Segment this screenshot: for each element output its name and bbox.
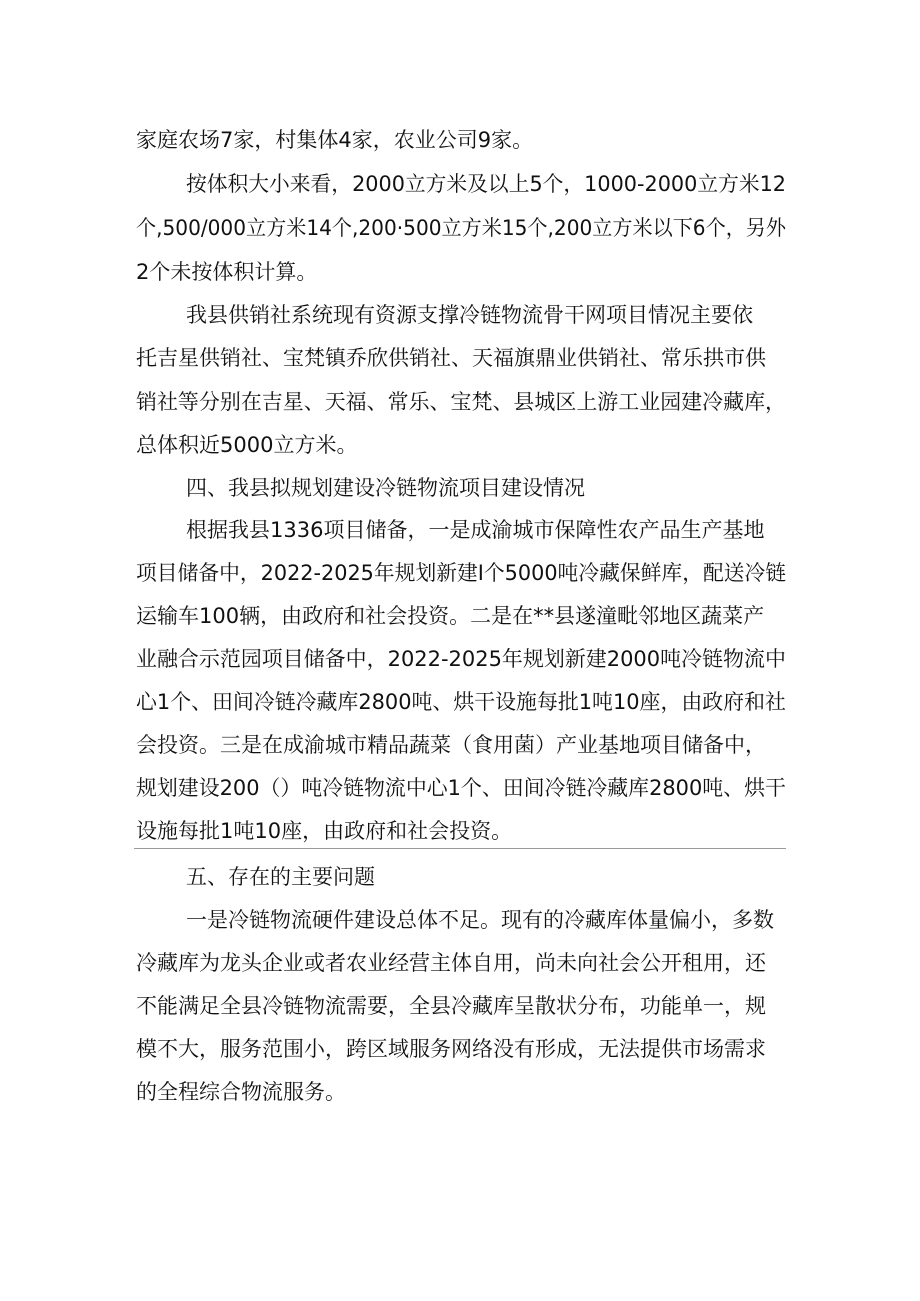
text-line-11: 项目储备中，2022-2025年规划新建I个5000吨冷藏保鲜库，配送冷链 xyxy=(136,561,787,585)
text-line-21: 不能满足全县冷链物流需要，全县冷藏库呈散状分布，功能单一，规 xyxy=(136,994,766,1018)
horizontal-divider xyxy=(134,848,786,849)
section-heading-4: 四、我县拟规划建设冷链物流项目建设情况 xyxy=(186,476,585,500)
text-line-16: 规划建设200（）吨冷链物流中心1个、田间冷链冷藏库2800吨、烘干 xyxy=(136,776,786,800)
text-line-5: 我县供销社系统现有资源支撑冷链物流骨干网项目情况主要依 xyxy=(186,303,753,327)
text-line-14: 心1个、田间冷链冷藏库2800吨、烘干设施每批1吨10座，由政府和社 xyxy=(136,690,786,714)
section-heading-5: 五、存在的主要问题 xyxy=(186,865,375,889)
text-line-20: 冷藏库为龙头企业或者农业经营主体自用，尚未向社会公开租用，还 xyxy=(136,951,766,975)
text-line-8: 总体积近5000立方米。 xyxy=(136,433,358,457)
text-line-4: 2个未按体积计算。 xyxy=(136,260,318,284)
text-line-22: 模不大，服务范围小，跨区域服务网络没有形成，无法提供市场需求 xyxy=(136,1037,766,1061)
text-line-2: 按体积大小来看，2000立方米及以上5个，1000-2000立方米12 xyxy=(186,172,787,196)
text-line-17: 设施每批1吨10座，由政府和社会投资。 xyxy=(136,819,513,843)
text-line-23: 的全程综合物流服务。 xyxy=(136,1080,346,1104)
text-line-13: 业融合示范园项目储备中，2022-2025年规划新建2000吨冷链物流中 xyxy=(136,647,786,671)
text-line-7: 销社等分别在吉星、天福、常乐、宝梵、县城区上游工业园建冷藏库， xyxy=(136,390,787,414)
text-line-19: 一是冷链物流硬件建设总体不足。现有的冷藏库体量偏小，多数 xyxy=(186,908,774,932)
text-line-12: 运输车100辆，由政府和社会投资。二是在**县遂潼毗邻地区蔬菜产 xyxy=(136,604,765,628)
text-line-10: 根据我县1336项目储备，一是成渝城市保障性农产品生产基地 xyxy=(186,518,765,542)
text-line-1: 家庭农场7家，村集体4家，农业公司9家。 xyxy=(136,128,534,152)
text-line-6: 托吉星供销社、宝梵镇乔欣供销社、天福旗鼎业供销社、常乐拱市供 xyxy=(136,346,766,370)
text-line-15: 会投资。三是在成渝城市精品蔬菜（食用菌）产业基地项目储备中， xyxy=(136,733,766,757)
text-line-3: 个,500/000立方米14个,200·500立方米15个,200立方米以下6个，另外 xyxy=(136,216,787,240)
